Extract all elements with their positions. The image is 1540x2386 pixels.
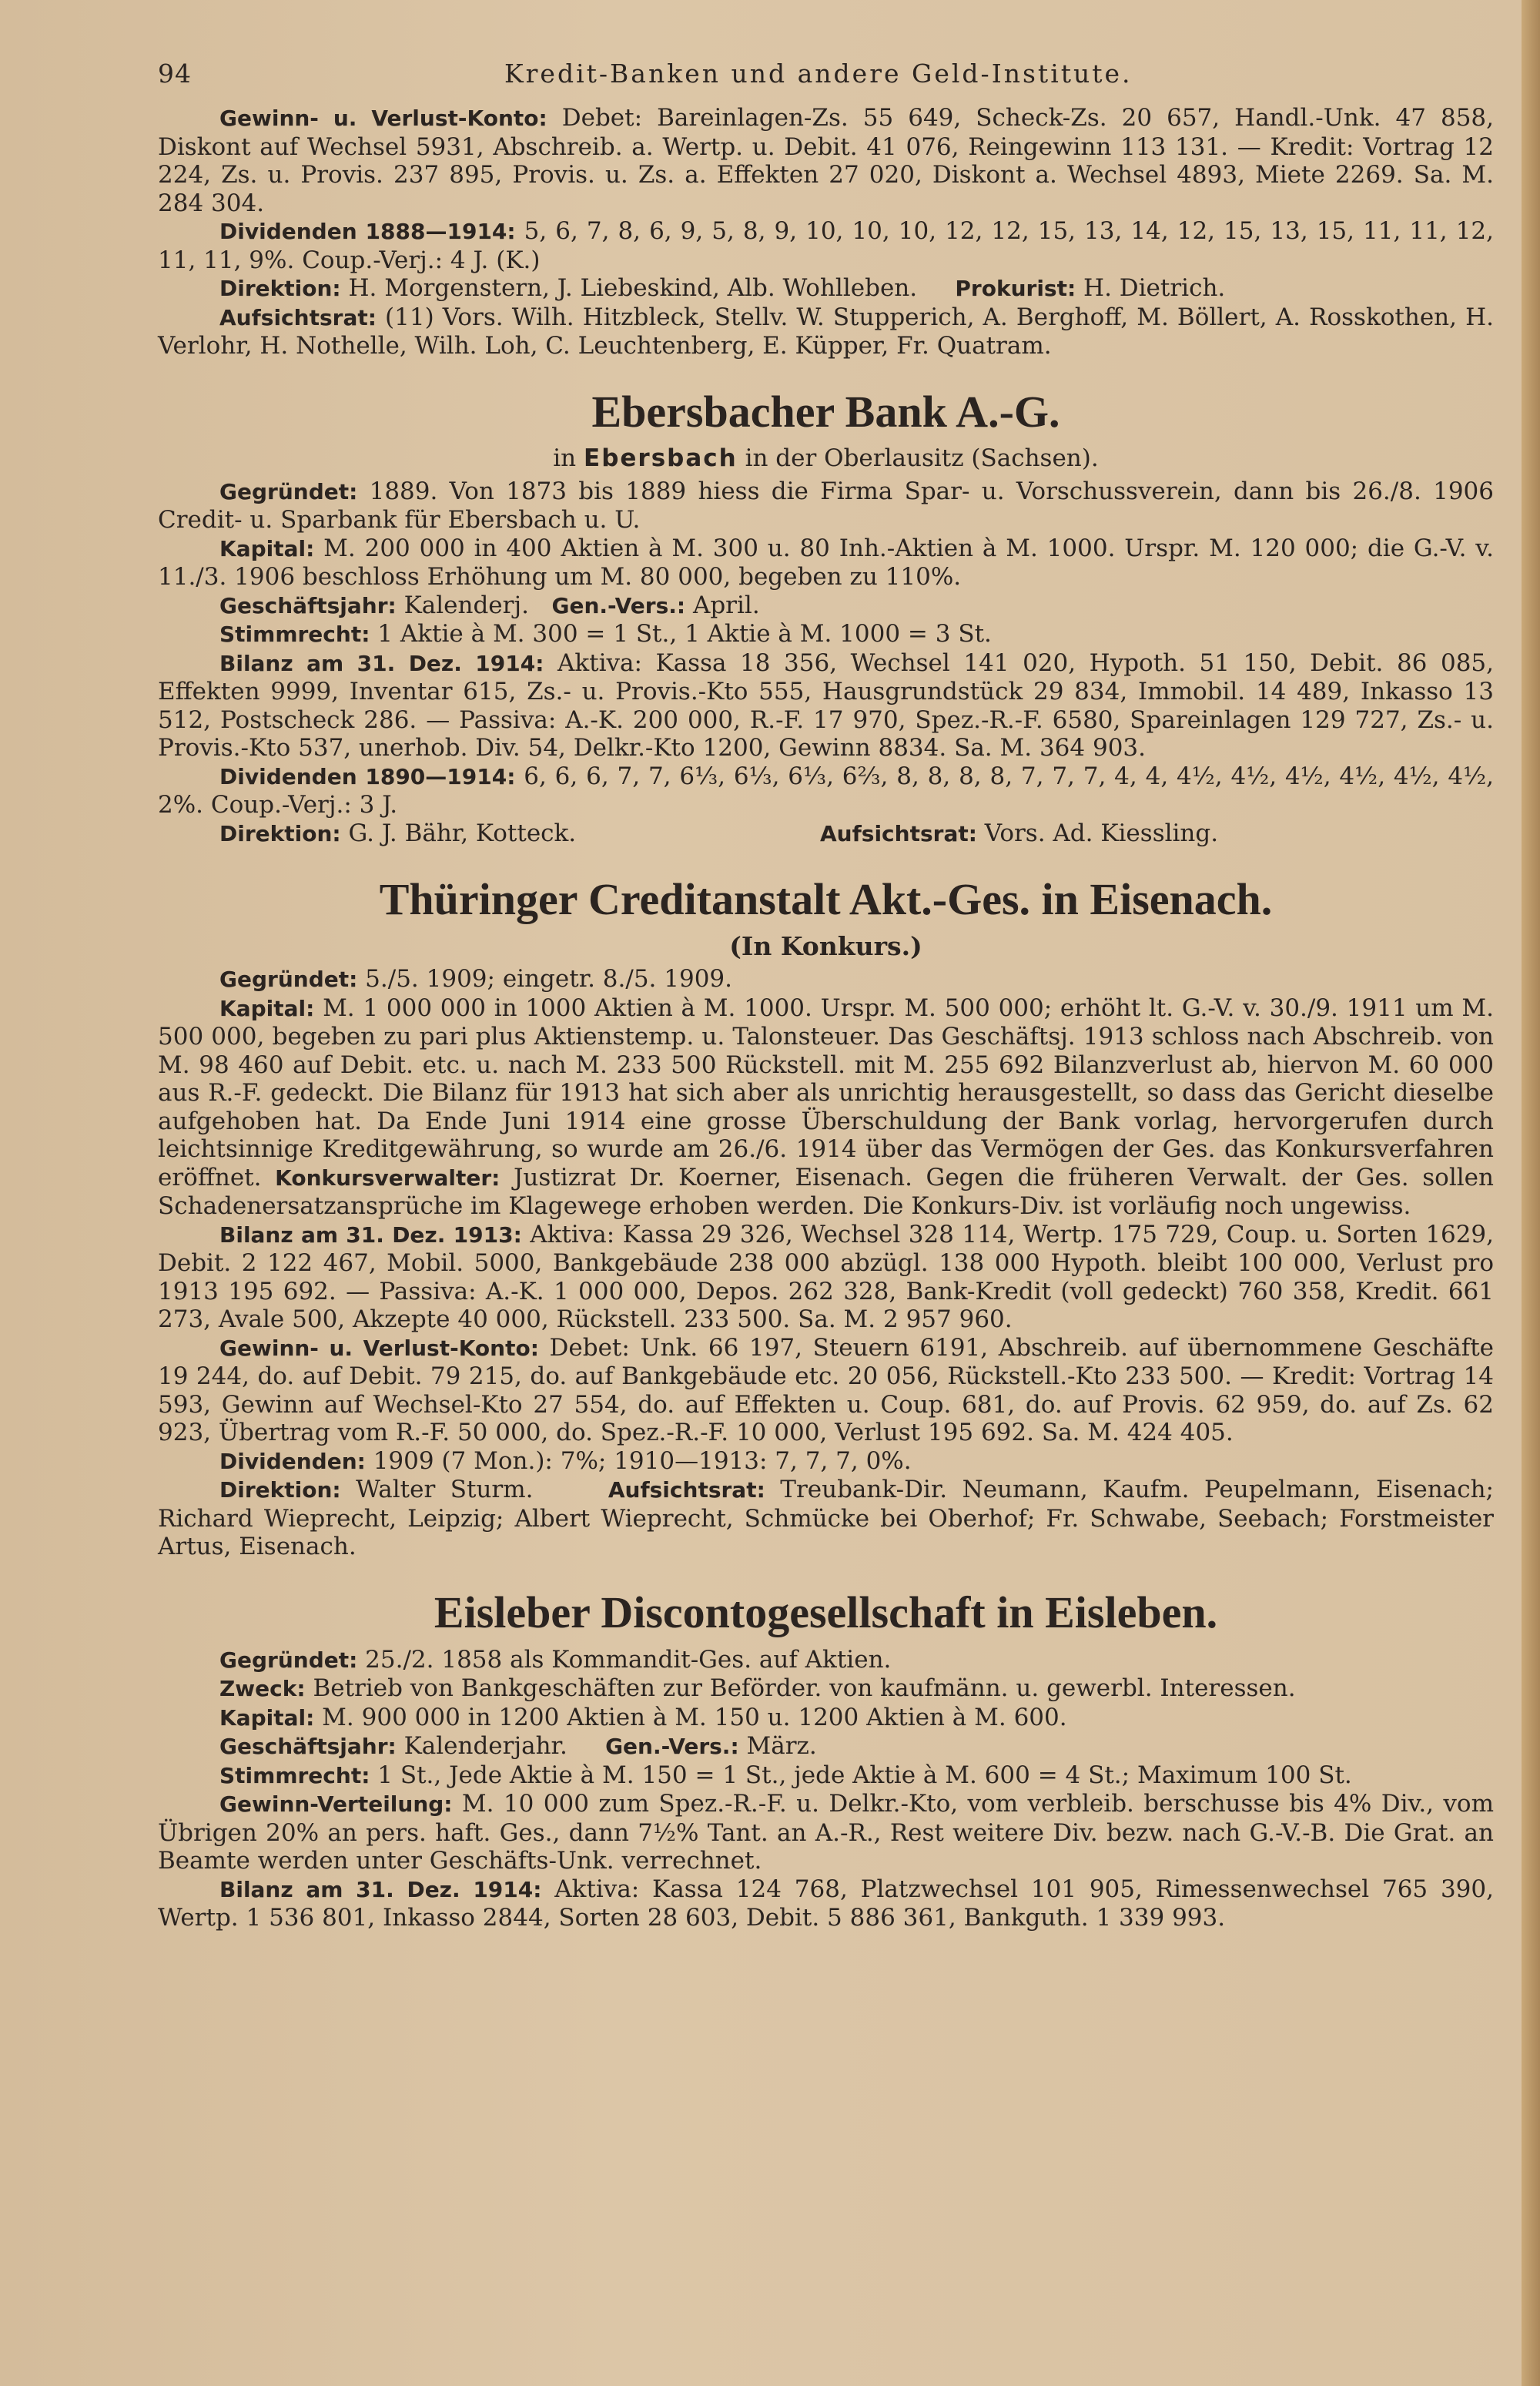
aufsichtsrat-paragraph: Aufsichtsrat: (11) Vors. Wilh. Hitzbleck, Stellv. W. Stupperich, A. Berghoff, M. Böllert, A. Rosskothen, H. Verlohr, H. Nothelle, Wilh. Loh, C. Leuchtenberg, E. Küpper, Fr. Quatram. — [158, 303, 1494, 360]
direktion-paragraph: Direktion: H. Morgenstern, J. Liebeskind, Alb. Wohlleben. Prokurist: H. Dietrich. — [219, 274, 1226, 302]
company-body-eisleben — [158, 1646, 1494, 1932]
profit-distribution-paragraph: Gewinn-Verteilung: M. 10 000 zum Spez.-R.-F. u. Delkr.-Kto, vom verbleib. berschusse bis 4% Div., vom Übrigen 20% an pers. haft. Ges., dann 7½% Tant. an A.-R., Rest weitere Div. bezw. nach G.-V.-B. Die Grat. an Beamte werden unter Geschäfts-Unk. verrechnet. — [158, 1790, 1494, 1875]
running-title: Kredit-Banken und andere Geld-Institute. — [504, 59, 1133, 89]
fiscal-year-paragraph: Geschäftsjahr: Kalenderj. Gen.-Vers.: April. — [219, 591, 760, 619]
voting-paragraph: Stimmrecht: 1 Aktie à M. 300 = 1 St., 1 Aktie à M. 1000 = 3 St. — [219, 620, 992, 648]
founded-paragraph: Gegründet: 25./2. 1858 als Kommandit-Ges. auf Aktien. — [219, 1645, 892, 1674]
capital-paragraph: Kapital: M. 900 000 in 1200 Aktien à M. 150 u. 1200 Aktien à M. 600. — [219, 1703, 1067, 1731]
gewinn-verlust-paragraph: Gewinn- u. Verlust-Konto: Debet: Unk. 66 197, Steuern 6191, Abschreib. auf übernommene Geschäfte 19 244, do. auf Debit. 79 215, do. auf Bankgebäude etc. 20 056, Rückstell.-Kto 233 500. — Kredit: Vortrag 14 593, Gewinn auf Wechsel-Kto 27 554, do. auf Effekten u. Coup. 681, do. auf Provis. 62 959, do. auf Zs. 62 923, Übertrag vom R.-F. 50 000, do. Spez.-R.-F. 10 000, Verlust 195 692. Sa. M. 424 405. — [158, 1333, 1494, 1446]
balance-paragraph: Bilanz am 31. Dez. 1913: Aktiva: Kassa 29 326, Wechsel 328 114, Wertp. 175 729, Coup. u. Sorten 1629, Debit. 2 122 467, Mobil. 5000, Bankgebäude 238 000 abzügl. 138 000 Hypoth. bleibt 100 000, Verlust pro 1913 195 692. — Passiva: A.-K. 1 000 000, Depos. 262 328, Bank-Kredit (voll gedeckt) 760 358, Kredit. 661 273, Avale 500, Akzepte 40 000, Rückstell. 233 500. Sa. M. 2 957 960. — [158, 1220, 1494, 1333]
founded-paragraph: Gegründet: 1889. Von 1873 bis 1889 hiess die Firma Spar- u. Vorschussverein, dann bis 26./8. 1906 Credit- u. Sparbank für Ebersbach u. U. — [158, 477, 1494, 534]
company-body-ebersbach — [158, 478, 1494, 849]
balance-paragraph: Bilanz am 31. Dez. 1914: Aktiva: Kassa 18 356, Wechsel 141 020, Hypoth. 51 150, Debit. 86 085, Effekten 9999, Inventar 615, Zs.- u. Provis.-Kto 555, Hausgrundstück 29 834, Immobil. 14 489, Inkasso 13 512, Postscheck 286. — Passiva: A.-K. 200 000, R.-F. 17 970, Spez.-R.-F. 6580, Spareinlagen 129 727, Zs.- u. Provis.-Kto 537, unerhob. Div. 54, Delkr.-Kto 1200, Gewinn 8834. Sa. M. 364 903. — [158, 648, 1494, 762]
capital-paragraph: Kapital: M. 1 000 000 in 1000 Aktien à M. 1000. Urspr. M. 500 000; erhöht lt. G.-V. v. 30./9. 1911 um M. 500 000, begeben zu pari plus Aktienstemp. u. Talonsteuer. Das Geschäftsj. 1913 schloss nach Abschreib. von M. 98 460 auf Debit. etc. u. nach M. 233 500 Rückstell. mit M. 255 692 Bilanzverlust ab, hiervon M. 60 000 aus R.-F. gedeckt. Die Bilanz für 1913 hat sich aber als unrichtig herausgestellt, so dass das Gericht dieselbe aufgehoben hat. Da Ende Juni 1914 eine grosse Überschuldung der Bank vorlag, hervorgerufen durch leichtsinnige Kreditgewährung, so wurde am 26./6. 1914 über das Vermögen der Ges. das Konkursverfahren eröffnet. Konkursverwalter: Justizrat Dr. Koerner, Eisenach. Gegen die früheren Verwalt. der Ges. sollen Schadenersatzansprüche im Klagewege erhoben werden. Die Konkurs-Div. ist vorläufig noch ungewiss. — [158, 994, 1494, 1220]
voting-paragraph: Stimmrecht: 1 St., Jede Aktie à M. 150 = 1 St., jede Aktie à M. 600 = 4 St.; Maximum 100 St. — [219, 1761, 1352, 1789]
dividends-paragraph: Dividenden: 1909 (7 Mon.): 7%; 1910—1913: 7, 7, 7, 0%. — [219, 1446, 912, 1475]
founded-paragraph: Gegründet: 5./5. 1909; eingetr. 8./5. 1909. — [219, 965, 733, 993]
dividends-paragraph: Dividenden 1888—1914: 5, 6, 7, 8, 6, 9, 5, 8, 9, 10, 10, 10, 12, 12, 15, 13, 14, 12, 15, 13, 15, 11, 11, 12, 11, 11, 9%. Coup.-Verj.: 4 J. (K.) — [158, 217, 1494, 274]
fiscal-year-paragraph: Geschäftsjahr: Kalenderjahr. Gen.-Vers.: März. — [219, 1732, 817, 1760]
dividends-paragraph: Dividenden 1890—1914: 6, 6, 6, 7, 7, 6⅓, 6⅓, 6⅓, 6⅔, 8, 8, 8, 8, 7, 7, 7, 4, 4, 4½, 4½, 4½, 4½, 4½, 4½, 2%. Coup.-Verj.: 3 J. — [158, 762, 1494, 819]
page-header — [158, 42, 1494, 89]
company-location-ebersbach: in Ebersbach in der Oberlausitz (Sachsen). — [553, 444, 1099, 472]
balance-paragraph: Bilanz am 31. Dez. 1914: Aktiva: Kassa 124 768, Platzwechsel 101 905, Rimessenwechsel 765 390, Wertp. 1 536 801, Inkasso 2844, Sorten 28 603, Debit. 5 886 361, Bankguth. 1 339 993. — [158, 1875, 1494, 1932]
capital-paragraph: Kapital: M. 200 000 in 400 Aktien à M. 300 u. 80 Inh.-Aktien à M. 1000. Urspr. M. 120 000; die G.-V. v. 11./3. 1906 beschloss Erhöhung um M. 80 000, begeben zu 110%. — [158, 534, 1494, 591]
company-title-eisleben: Eisleber Discontogesellschaft in Eisleben. — [434, 1587, 1218, 1637]
management-paragraph: Direktion: Walter Sturm. Aufsichtsrat: Treubank-Dir. Neumann, Kaufm. Peupelmann, Eisenach; Richard Wieprecht, Leipzig; Albert Wieprecht, Schmücke bei Oberhof; Fr. Schwabe, Seebach; Forstmeister Artus, Eisenach. — [158, 1476, 1494, 1560]
previous-company-continuation — [158, 104, 1494, 360]
page-number: 94 — [158, 59, 192, 89]
gewinn-verlust-paragraph: Gewinn- u. Verlust-Konto: Debet: Bareinlagen-Zs. 55 649, Scheck-Zs. 20 657, Handl.-Unk. 47 858, Diskont auf Wechsel 5931, Abschreib. a. Wertp. u. Debit. 41 076, Reingewinn 113 131. — Kredit: Vortrag 12 224, Zs. u. Provis. 237 895, Provis. u. Zs. a. Effekten 27 020, Diskont a. Wechsel 4893, Miete 2269. Sa. M. 284 304. — [158, 104, 1495, 217]
company-title-thueringer: Thüringer Creditanstalt Akt.-Ges. in Eisenach. — [379, 874, 1273, 924]
company-body-thueringer — [158, 965, 1494, 1561]
purpose-paragraph: Zweck: Betrieb von Bankgeschäften zur Beförder. von kaufmänn. u. gewerbl. Interessen. — [219, 1674, 1296, 1702]
management-paragraph: Direktion: G. J. Bähr, Kotteck. Aufsichtsrat: Vors. Ad. Kiessling. — [219, 819, 1219, 847]
company-title-ebersbach: Ebersbacher Bank A.-G. — [591, 386, 1060, 437]
company-status-thueringer: (In Konkurs.) — [729, 931, 922, 961]
